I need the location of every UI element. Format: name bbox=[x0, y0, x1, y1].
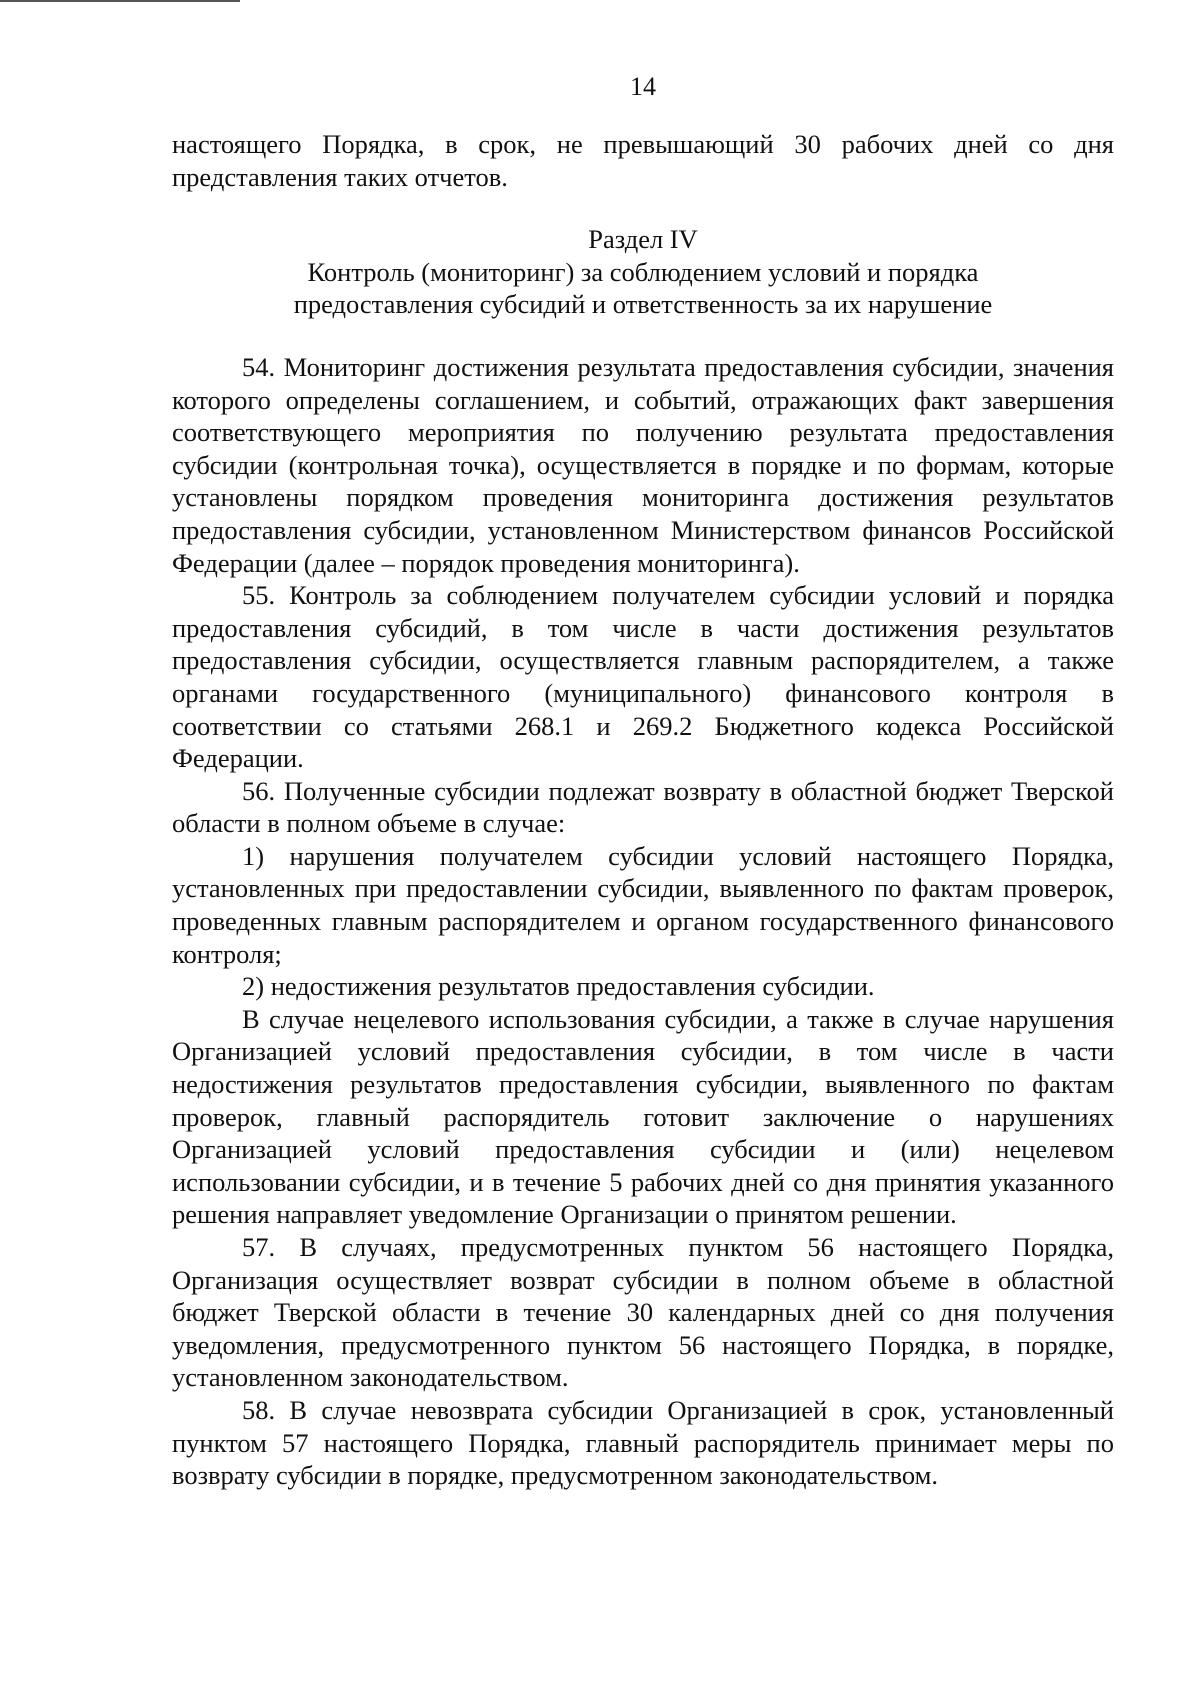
document-body bbox=[172, 128, 1114, 1492]
section-label: Раздел IV bbox=[588, 224, 698, 255]
section-title-line-1: Контроль (мониторинг) за соблюдением условий и порядка bbox=[307, 256, 979, 287]
paragraph-55: 55. Контроль за соблюдением получателем субсидии условий и порядка предоставления субсидий, в том числе в части достижения результатов предоставления субсидии, осуществляется главным распорядителем, а также органами государственного (муниципального) финансового контроля в соответствии со статьями 268.1 и 269.2 Бюджетного кодекса Российской Федерации. bbox=[172, 580, 1114, 774]
paragraph-57: 57. В случаях, предусмотренных пунктом 56 настоящего Порядка, Организация осуществляет возврат субсидии в полном объеме в областной бюджет Тверской области в течение 30 календарных дней со дня получения уведомления, предусмотренного пунктом 56 настоящего Порядка, в порядке, установленном законодательством. bbox=[172, 1232, 1114, 1393]
page-number: 14 bbox=[630, 72, 656, 101]
paragraph-56-case: В случае нецелевого использования субсидии, а также в случае нарушения Организацией условий предоставления субсидии, в том числе в части недостижения результатов предоставления субсидии, выявленного по фактам проверок, главный распорядитель готовит заключение о нарушениях Организацией условий предоставления субсидии и (или) нецелевом использовании субсидии, и в течение 5 рабочих дней со дня принятия указанного решения направляет уведомление Организации о принятом решении. bbox=[172, 1003, 1114, 1230]
paragraph-54: 54. Мониторинг достижения результата предоставления субсидии, значения которого определены соглашением, и событий, отражающих факт завершения соответствующего мероприятия по получению результата предоставления субсидии (контрольная точка), осуществляется в порядке и по формам, которые установлены порядком проведения мониторинга достижения результатов предоставления субсидии, установленном Министерством финансов Российской Федерации (далее – порядок проведения мониторинга). bbox=[172, 351, 1114, 578]
section-title-line-2: предоставления субсидий и ответственность за их нарушение bbox=[293, 289, 993, 320]
paragraph-56: 56. Полученные субсидии подлежат возврату в областной бюджет Тверской области в полном объеме в случае: bbox=[172, 775, 1114, 839]
paragraph-56-item-1: 1) нарушения получателем субсидии условий настоящего Порядка, установленных при предоставлении субсидии, выявленного по фактам проверок, проведенных главным распорядителем и органом государственного финансового контроля; bbox=[172, 840, 1114, 969]
section-heading bbox=[172, 223, 1114, 321]
paragraph-58: 58. В случае невозврата субсидии Организацией в срок, установленный пунктом 57 настоящего Порядка, главный распорядитель принимает меры по возврату субсидии в порядке, предусмотренном законодательством. bbox=[172, 1394, 1114, 1491]
continuation-paragraph: настоящего Порядка, в срок, не превышающий 30 рабочих дней со дня представления таких отчетов. bbox=[172, 129, 1114, 192]
paragraph-56-item-2: 2) недостижения результатов предоставления субсидии. bbox=[242, 971, 875, 1002]
scan-edge-mark bbox=[0, 0, 240, 2]
